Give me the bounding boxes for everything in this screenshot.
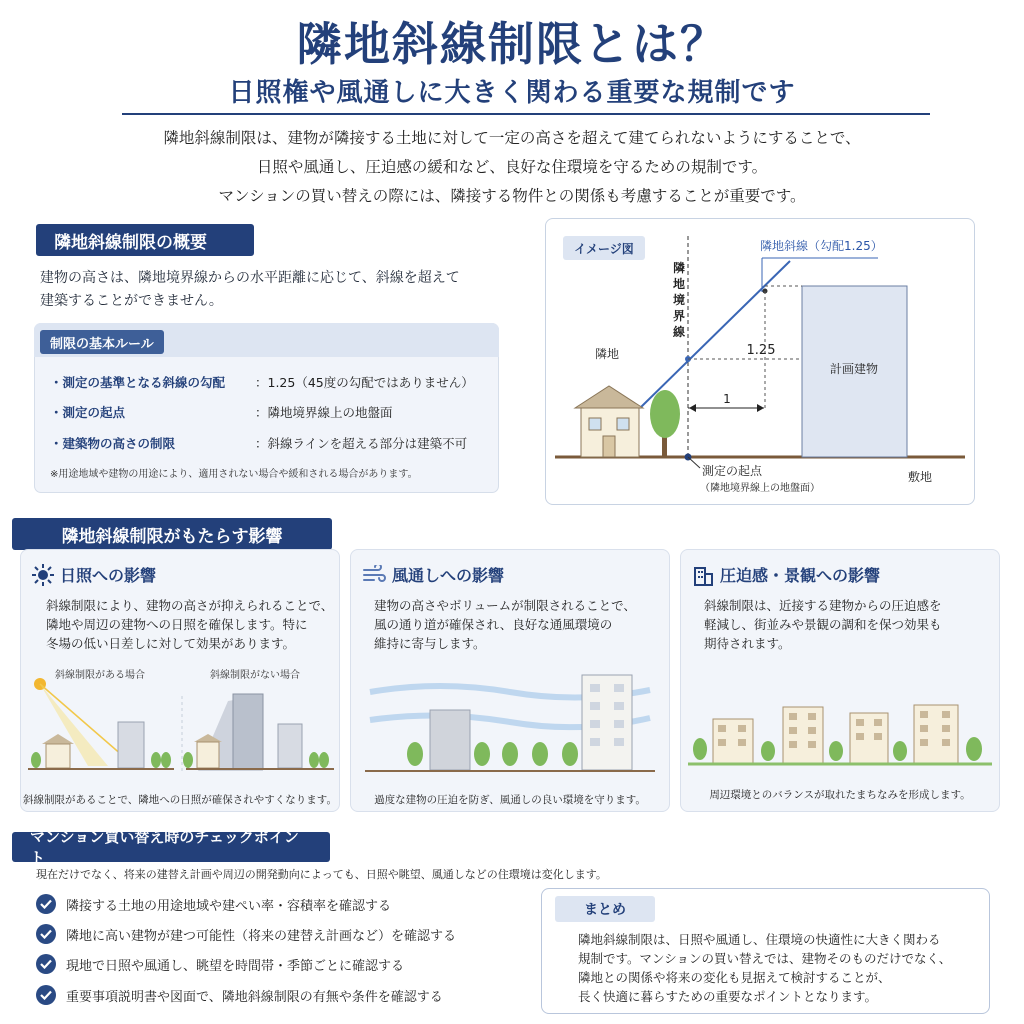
house-roof [575, 386, 643, 408]
site-label: 敷地 [908, 470, 933, 484]
house-window [589, 418, 601, 430]
checkpoint-item [36, 894, 391, 914]
ratio-h-label: 1 [723, 392, 731, 406]
card-title-text: 風通しへの影響 [392, 566, 505, 585]
card-title-text: 日照への影響 [60, 566, 157, 585]
tree-icon [502, 742, 518, 766]
card-caption-sunlight: 斜線制限があることで、隣地への日照が確保されやすくなります。 [23, 794, 337, 806]
rules-tag: 制限の基本ルール [40, 330, 164, 354]
card-caption-landscape: 周辺環境とのバランスが取れたまちなみを形成します。 [709, 789, 971, 801]
tree-icon [761, 741, 775, 761]
slope-diagram [545, 218, 975, 505]
checkpoint-item [36, 954, 404, 974]
checkpoints-intro: 現在だけでなく、将来の建替え計画や周辺の開発動向によっても、日照や眺望、風通しなどの住環境は変化します。 [36, 868, 607, 881]
house-body [46, 744, 70, 768]
section-label-overview: 隣地斜線制限の概要 [36, 224, 254, 256]
tree-icon [151, 752, 161, 768]
checkpoint-item [36, 985, 443, 1005]
rule-row [50, 373, 490, 391]
card-text-sunlight [46, 596, 336, 653]
tree-icon [183, 752, 193, 768]
summary-line: 隣地との関係や将来の変化も見据えて検討することが、 [578, 970, 891, 985]
intro-text [0, 124, 1024, 211]
page-title: 隣地斜線制限とは？ [296, 17, 728, 71]
tree-icon [407, 742, 423, 766]
tall-building [233, 694, 263, 769]
diagram-tag: イメージ図 [574, 242, 634, 256]
planned-building-label: 計画建物 [829, 362, 879, 376]
tree-icon [161, 752, 171, 768]
building-icon [278, 724, 302, 768]
wind-illustration [360, 670, 660, 778]
card-text-line: 期待されます。 [704, 636, 791, 651]
tree-icon [309, 752, 319, 768]
card-text-line: 斜線制限により、建物の高さが抑えられることで、 [46, 598, 334, 613]
intro-line: マンションの買い替えの際には、隣接する物件との関係も考慮することが重要です。 [218, 187, 806, 205]
checkpoint-text: 隣接する土地の用途地域や建ぺい率・容積率を確認する [66, 898, 392, 914]
rule-row [50, 434, 490, 452]
apartment-building [582, 675, 632, 770]
card-text-line: 風の通り道が確保され、良好な通風環境の [374, 617, 613, 632]
card-text-line: 隣地や周辺の建物への日照を確保します。特に [46, 617, 308, 632]
building-icon [118, 722, 144, 768]
arrow-head [689, 404, 696, 412]
building-icon [692, 564, 714, 586]
house-body [197, 742, 219, 768]
tree-icon [319, 752, 329, 768]
checkpoint-text: 重要事項説明書や図面で、隣地斜線制限の有無や条件を確認する [66, 989, 443, 1005]
sunlight-illustration [28, 676, 334, 776]
check-icon [36, 954, 56, 974]
rule-value: ：隣地境界線上の地盤面 [255, 405, 393, 420]
tree-icon [474, 742, 490, 766]
house-door [603, 436, 615, 457]
tree-icon [693, 738, 707, 760]
card-text-wind [374, 596, 664, 653]
section-label-impact: 隣地斜線制限がもたらす影響 [12, 518, 332, 550]
tree-icon [532, 742, 548, 766]
sun-icon [32, 564, 54, 586]
summary-text [578, 930, 978, 1006]
overview-line: 建物の高さは、隣地境界線からの水平距離に応じて、斜線を超えて [40, 270, 460, 286]
origin-sub-label: （隣地境界線上の地盤面） [700, 483, 820, 494]
tree-icon [562, 742, 578, 766]
tree-icon [829, 741, 843, 761]
building-icon [850, 713, 888, 763]
label-with-restriction: 斜線制限がある場合 [55, 670, 145, 681]
rule-key: ・測定の起点 [50, 405, 126, 420]
card-text-line: 軽減し、街並みや景観の調和を保つ効果も [704, 617, 942, 632]
tree-icon [966, 737, 982, 761]
checkpoint-text: 現地で日照や風通し、眺望を時間帯・季節ごとに確認する [66, 958, 405, 974]
building-icon [430, 710, 470, 770]
boundary-label: 隣地境界線 [673, 261, 686, 339]
neighbor-label: 隣地 [595, 347, 620, 361]
intro-line: 日照や風通し、圧迫感の緩和など、良好な住環境を守るための規制です。 [256, 158, 768, 176]
rule-key: ・建築物の高さの制限 [50, 436, 176, 451]
check-icon [36, 985, 56, 1005]
title-divider [122, 113, 930, 115]
card-text-line: 建物の高さやボリュームが制限されることで、 [374, 598, 636, 613]
check-icon [36, 924, 56, 944]
landscape-illustration [688, 695, 992, 767]
page-subtitle: 日照権や風通しに大きく関わる重要な規制です [228, 78, 796, 108]
rules-note: ※用途地域や建物の用途により、適用されない場合や緩和される場合があります。 [50, 469, 418, 480]
card-title-wind [362, 563, 504, 586]
house-window [617, 418, 629, 430]
tree-icon [893, 741, 907, 761]
card-title-sunlight [32, 563, 156, 586]
summary-line: 長く快適に暮らすための重要なポイントとなります。 [578, 989, 878, 1004]
tree-icon [650, 390, 680, 438]
card-text-line: 冬場の低い日差しに対して効果があります。 [46, 636, 296, 651]
card-title-landscape [692, 563, 880, 586]
arrow-head [757, 404, 764, 412]
card-text-line: 維持に寄与します。 [374, 636, 486, 651]
card-text-line: 斜線制限は、近接する建物からの圧迫感を [704, 598, 942, 613]
rule-value: ：斜線ラインを超える部分は建築不可 [255, 436, 468, 451]
card-text-landscape [704, 596, 994, 653]
slope-line [640, 261, 790, 408]
intro-line: 隣地斜線制限は、建物が隣接する土地に対して一定の高さを超えて建てられないようにすることで、 [163, 129, 861, 147]
summary-tag: まとめ [555, 896, 655, 922]
checkpoint-item [36, 924, 456, 944]
label-without-restriction: 斜線制限がない場合 [210, 670, 300, 681]
impact-card-landscape [680, 549, 1000, 812]
rule-row [50, 403, 490, 421]
card-caption-wind: 過度な建物の圧迫を防ぎ、風通しの良い環境を守ります。 [374, 794, 646, 806]
section-label-checkpoints: マンション買い替え時のチェックポイント [12, 832, 330, 862]
card-title-text: 圧迫感・景観への影響 [720, 566, 881, 585]
check-icon [36, 894, 56, 914]
summary-line: 規制です。マンションの買い替えでは、建物そのものだけでなく、 [578, 951, 952, 966]
summary-line: 隣地斜線制限は、日照や風通し、住環境の快適性に大きく関わる [578, 932, 941, 947]
checkpoint-text: 隣地に高い建物が建つ可能性（将来の建替え計画など）を確認する [66, 928, 457, 944]
wind-icon [362, 565, 386, 585]
slope-label: 隣地斜線（勾配1.25） [760, 239, 883, 253]
origin-label: 測定の起点 [702, 464, 763, 478]
overview-text [40, 267, 510, 313]
ratio-v-label: 1.25 [746, 343, 776, 358]
rule-key: ・測定の基準となる斜線の勾配 [50, 375, 226, 390]
overview-line: 建築することができません。 [40, 293, 223, 309]
origin-leader [688, 457, 700, 468]
rule-value: ：1.25（45度の勾配ではありません） [255, 375, 474, 390]
house-roof [42, 734, 74, 744]
tree-icon [31, 752, 41, 768]
